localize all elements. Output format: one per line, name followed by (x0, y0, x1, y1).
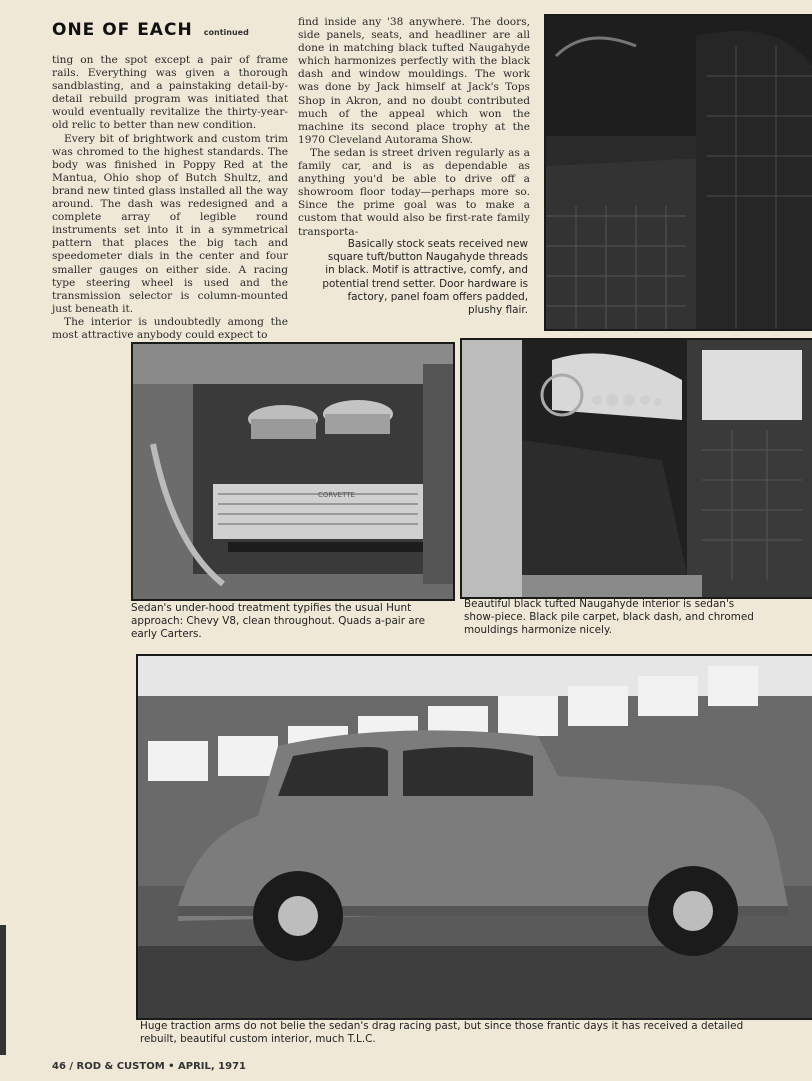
caption-seat: Basically stock seats received new square tuft/button Naugahyde threads in black. Motif is attractive, comfy, and potential trend setter. Door hardware is factory, panel foam offers padded, plushy flair. (322, 238, 528, 317)
article-heading (52, 20, 249, 40)
paragraph: The sedan is street driven regularly as a family car, and is as dependable as anything you'd be able to drive off a showroom floor today—perhaps more so. Since the prime goal was to make a custom that would also be first-rate family transporta- (298, 146, 530, 238)
paragraph: ting on the spot except a pair of frame rails. Everything was given a thorough sandblasting, and a painstaking detail-by-detail rebuild program was initiated that would eventually revitalize the thirty-year-old relic to better than new condition. (52, 54, 288, 132)
article-column-left (52, 54, 288, 342)
photo-interior-seat (544, 14, 812, 331)
photo-engine (131, 342, 455, 601)
photo-car-side (136, 654, 812, 1020)
article-title: ONE OF EACH (52, 20, 193, 40)
photo-open-door (460, 338, 812, 599)
paragraph: find inside any '38 anywhere. The doors, side panels, seats, and headliner are all done in matching black tufted Naugahyde which harmonizes perfectly with the black dash and window mouldings. The work was done by Jack himself at Jack's Tops Shop in Akron, and no doubt contributed much of the appeal which won the machine its second place trophy at the 1970 Cleveland Autorama Show. (298, 16, 530, 146)
page-edge-mark (0, 925, 6, 1055)
caption-car: Huge traction arms do not belie the sedan's drag racing past, but since those frantic days it has received a detailed rebuilt, beautiful custom interior, much T.L.C. (140, 1020, 744, 1046)
paragraph: The interior is undoubtedly among the most attractive anybody could expect to (52, 315, 288, 341)
continued-label: continued (203, 28, 249, 37)
paragraph: Every bit of brightwork and custom trim was chromed to the highest standards. The body was finished in Poppy Red at the Mantua, Ohio shop of Butch Shultz, and brand new tinted glass installed all the way around. The dash was redesigned and a complete array of legible round instruments set into it in a symmetrical pattern that places the big tach and speedometer dials in the center and four smaller gauges on either side. A racing type steering wheel is used and the transmission selector is column-mounted just beneath it. (52, 132, 288, 315)
caption-door: Beautiful black tufted Naugahyde interior is sedan's show-piece. Black pile carpet, black dash, and chromed mouldings harmonize nicely. (464, 598, 754, 637)
article-column-middle (298, 16, 530, 239)
page-footer: 46 / ROD & CUSTOM • APRIL, 1971 (52, 1061, 246, 1072)
caption-engine: Sedan's under-hood treatment typifies the usual Hunt approach: Chevy V8, clean throughout. Quads a-pair are early Carters. (131, 602, 426, 641)
valve-cover-lettering: CORVETTE (318, 491, 355, 499)
